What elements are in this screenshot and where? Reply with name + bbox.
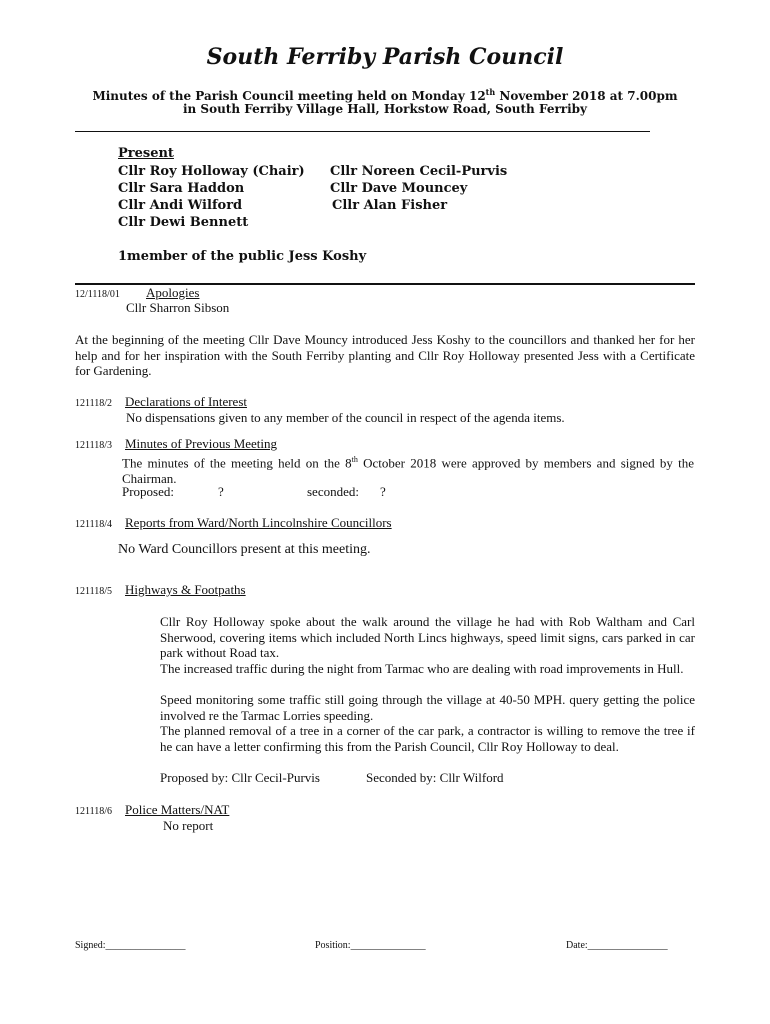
attendee: Cllr Sara Haddon [118, 181, 245, 196]
minutes-seconded-value: ? [380, 484, 386, 499]
minutes-seconded-label: seconded: [307, 484, 359, 499]
minutes-proposed-value: ? [218, 484, 224, 499]
item-heading-minutes: Minutes of Previous Meeting [125, 436, 278, 451]
highways-seconded: Seconded by: Cllr Wilford [366, 770, 504, 785]
item-ref: 121118/5 [75, 586, 113, 597]
item-ref: 121118/4 [75, 519, 113, 530]
item-ref: 121118/3 [75, 440, 113, 451]
signed-field: Signed:________________ [75, 940, 186, 951]
header-divider [75, 131, 650, 132]
public-attendance: 1member of the public Jess Koshy [118, 249, 367, 264]
declarations-body: No dispensations given to any member of the council in respect of the agenda items. [126, 410, 565, 425]
highways-para: Speed monitoring some traffic still going through the village at 40-50 MPH. query getting the police involved re the Tarmac Lorries speeding. [160, 692, 695, 723]
apologies-note: At the beginning of the meeting Cllr Dave Mouncy introduced Jess Koshy to the councillors and thanked her for her help and for her inspiration with the South Ferriby planting and Cllr Roy Holloway presented Jess with a Certificate for Gardening. [75, 332, 695, 378]
item-heading-apologies: Apologies [146, 285, 200, 300]
date-field: Date:________________ [566, 940, 668, 951]
highways-proposed: Proposed by: Cllr Cecil-Purvis [160, 770, 320, 785]
apologies-body: Cllr Sharron Sibson [126, 300, 230, 315]
present-label: Present [118, 146, 174, 161]
attendee: Cllr Andi Wilford [118, 198, 243, 213]
position-field: Position:_______________ [315, 940, 426, 951]
council-title: South Ferriby Parish Council [206, 44, 564, 70]
item-heading-highways: Highways & Footpaths [125, 582, 246, 597]
reports-body: No Ward Councillors present at this meeting. [118, 542, 371, 557]
highways-para: The increased traffic during the night from Tarmac who are dealing with road improvements in Hull. [160, 661, 684, 676]
minutes-proposed-label: Proposed: [122, 484, 174, 499]
police-body: No report [163, 818, 214, 833]
attendee: Cllr Roy Holloway (Chair) [118, 164, 305, 179]
attendee: Cllr Noreen Cecil-Purvis [330, 164, 508, 179]
attendee: Cllr Dave Mouncey [330, 181, 468, 196]
minutes-body: The minutes of the meeting held on the 8th October 2018 were approved by members and signed by the Chairman. [122, 455, 694, 486]
item-heading-police: Police Matters/NAT [125, 802, 230, 817]
meeting-subtitle-line1: Minutes of the Parish Council meeting held on Monday 12th November 2018 at 7.00pm [92, 87, 678, 103]
item-ref: 121118/6 [75, 806, 113, 817]
meeting-subtitle-line2: in South Ferriby Village Hall, Horkstow Road, South Ferriby [182, 102, 588, 116]
attendee: Cllr Dewi Bennett [118, 215, 249, 230]
highways-para: Cllr Roy Holloway spoke about the walk around the village he had with Rob Waltham and Carl Sherwood, covering items which included North Lincs highways, speed limit signs, cars parked in car park without Road tax. [160, 614, 695, 660]
item-ref: 121118/2 [75, 398, 113, 409]
item-heading-reports: Reports from Ward/North Lincolnshire Councillors [125, 515, 392, 530]
item-heading-declarations: Declarations of Interest [125, 394, 248, 409]
attendee: Cllr Alan Fisher [332, 198, 448, 213]
item-ref: 12/1118/01 [75, 289, 120, 300]
highways-para: The planned removal of a tree in a corner of the car park, a contractor is willing to remove the tree if he can have a letter confirming this from the Parish Council, Cllr Roy Holloway to deal. [160, 723, 695, 754]
